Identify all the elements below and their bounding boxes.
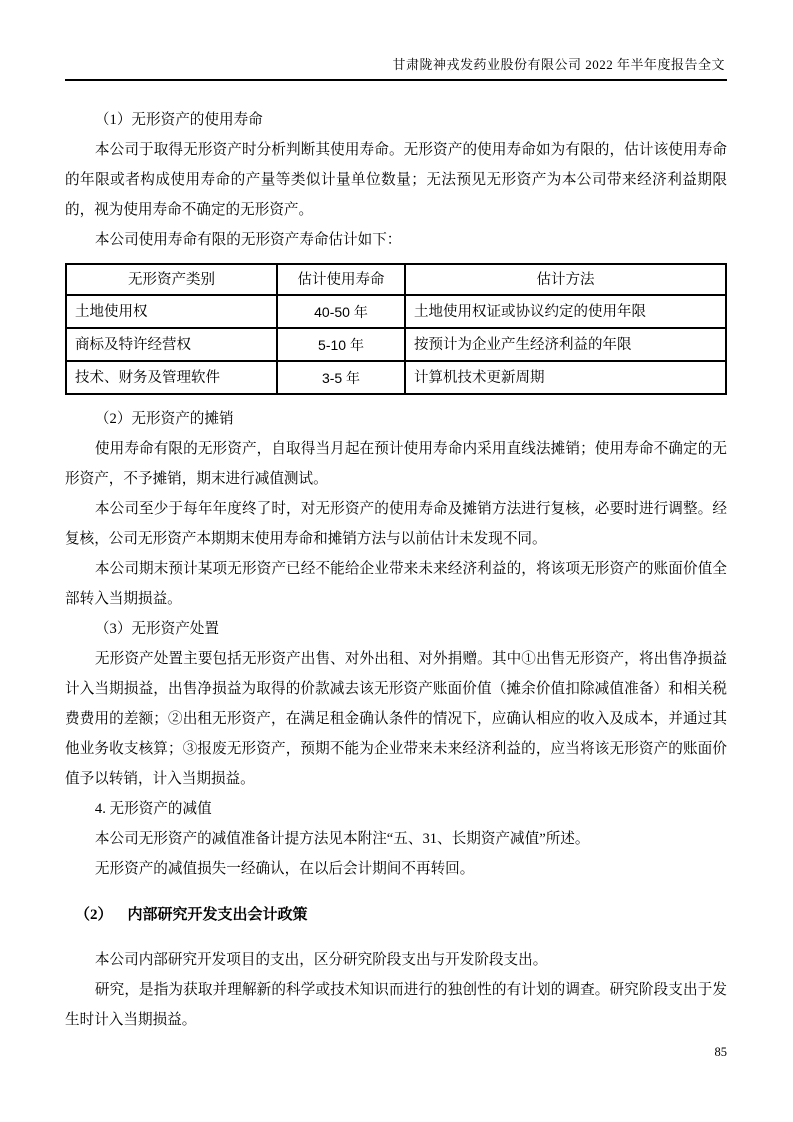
subheading-disposal: （3）无形资产处置 xyxy=(94,621,219,637)
cell-life: 40-50 年 xyxy=(277,295,405,328)
column-header-life: 估计使用寿命 xyxy=(277,264,405,295)
column-header-method: 估计方法 xyxy=(405,264,726,295)
paragraph-impairment-reversal: 无形资产的减值损失一经确认，在以后会计期间不再转回。 xyxy=(94,861,475,877)
table-row xyxy=(66,328,726,361)
table-row xyxy=(66,295,726,328)
paragraph-rd-research: 研究，是指为获取并理解新的科学或技术知识而进行的独创性的有计划的调查。研究阶段支出于发生时计入当期损益。 xyxy=(65,982,727,1028)
cell-method: 土地使用权证或协议约定的使用年限 xyxy=(405,295,726,328)
section-heading-rd-policy xyxy=(65,900,727,930)
cell-method: 计算机技术更新周期 xyxy=(405,361,726,394)
report-header xyxy=(65,0,727,81)
report-header-title: 甘肃陇神戎发药业股份有限公司 2022 年半年度报告全文 xyxy=(392,57,725,72)
paragraph-life-table-intro: 本公司使用寿命有限的无形资产寿命估计如下： xyxy=(94,232,402,248)
cell-category: 土地使用权 xyxy=(66,295,277,328)
subheading-intangible-life: （1）无形资产的使用寿命 xyxy=(94,112,263,128)
cell-life: 5-10 年 xyxy=(277,328,405,361)
paragraph-rd-split: 本公司内部研究开发项目的支出，区分研究阶段支出与开发阶段支出。 xyxy=(94,952,548,968)
paragraph-disposal: 无形资产处置主要包括无形资产出售、对外出租、对外捐赠。其中①出售无形资产，将出售净损益计入当期损益，出售净损益为取得的价款减去该无形资产账面价值（摊余价值扣除减值准备）和相关税费费用的差额；②出租无形资产，在满足租金确认条件的情况下，应确认相应的收入及成本，并通过其他业务收支核算；③报废无形资产，预期不能为企业带来未来经济利益的，应当将该无形资产的账面价值予以转销，计入当期损益。 xyxy=(65,651,727,787)
paragraph-amortization-review: 本公司至少于每年年度终了时，对无形资产的使用寿命及摊销方法进行复核，必要时进行调整。经复核，公司无形资产本期期末使用寿命和摊销方法与以前估计未发现不同。 xyxy=(65,501,727,547)
page-body xyxy=(65,105,727,1035)
paragraph-amortization-method: 使用寿命有限的无形资产，自取得当月起在预计使用寿命内采用直线法摊销；使用寿命不确定的无形资产，不予摊销，期末进行减值测试。 xyxy=(65,441,727,487)
cell-category: 商标及特许经营权 xyxy=(66,328,277,361)
useful-life-table xyxy=(65,263,727,395)
column-header-category: 无形资产类别 xyxy=(66,264,277,295)
paragraph-amortization-writeoff: 本公司期末预计某项无形资产已经不能给企业带来未来经济利益的，将该项无形资产的账面价值全部转入当期损益。 xyxy=(65,561,727,607)
cell-life: 3-5 年 xyxy=(277,361,405,394)
paragraph-impairment-method: 本公司无形资产的减值准备计提方法见本附注“五、31、长期资产减值”所述。 xyxy=(94,831,590,847)
section-heading-number: （2） xyxy=(75,907,113,923)
cell-category: 技术、财务及管理软件 xyxy=(66,361,277,394)
cell-method: 按预计为企业产生经济利益的年限 xyxy=(405,328,726,361)
table-header-row xyxy=(66,264,726,295)
table-row xyxy=(66,361,726,394)
page-number: 85 xyxy=(714,1045,727,1059)
section-heading-text: 内部研究开发支出会计政策 xyxy=(127,907,308,923)
subheading-impairment: 4. 无形资产的减值 xyxy=(94,801,212,817)
subheading-amortization: （2）无形资产的摊销 xyxy=(94,411,234,427)
paragraph-life-analysis: 本公司于取得无形资产时分析判断其使用寿命。无形资产的使用寿命如为有限的，估计该使用寿命的年限或者构成使用寿命的产量等类似计量单位数量；无法预见无形资产为本公司带来经济利益期限的，视为使用寿命不确定的无形资产。 xyxy=(65,142,727,218)
